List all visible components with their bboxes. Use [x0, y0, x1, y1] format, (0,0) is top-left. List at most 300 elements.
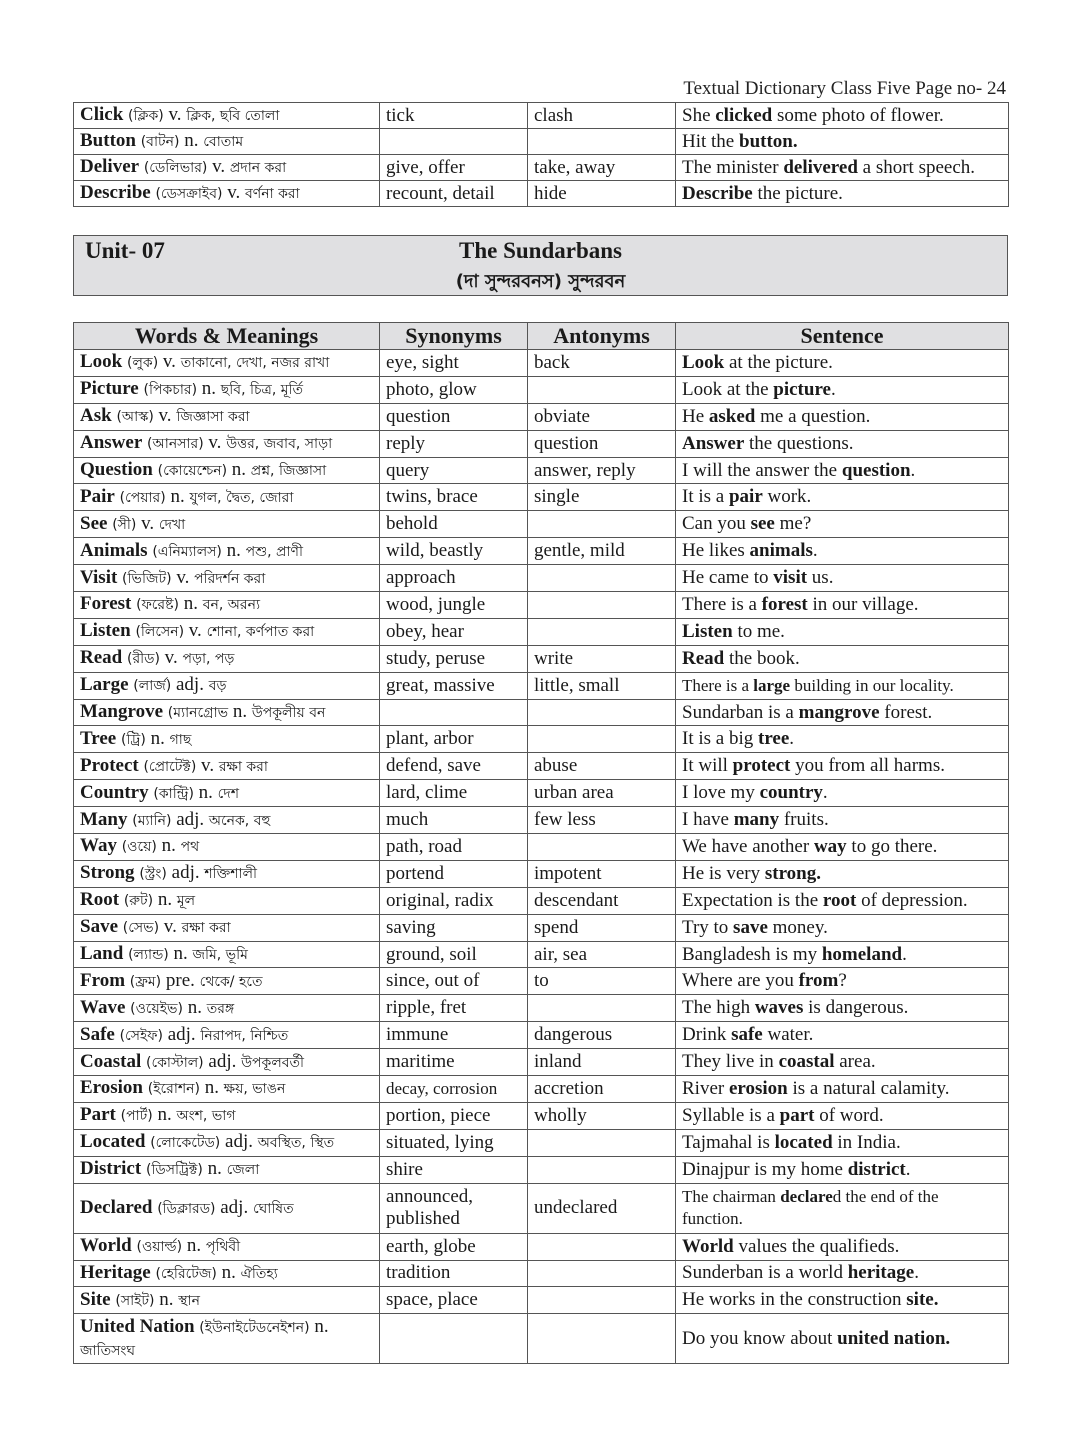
- headword: Country: [80, 781, 149, 803]
- bangla-pronunciation: (ক্লিক): [128, 108, 164, 124]
- antonyms-cell: inland: [528, 1049, 676, 1076]
- sentence-keyword: delivered: [783, 156, 858, 178]
- part-of-speech: v.: [212, 156, 226, 177]
- synonyms-cell: reply: [380, 430, 528, 457]
- sentence-cell: [676, 376, 1009, 403]
- sentence-text: Do you know about: [682, 1327, 838, 1349]
- sentence-keyword: part: [779, 1104, 815, 1126]
- table-row: [74, 592, 1009, 619]
- synonyms-cell: since, out of: [380, 968, 528, 995]
- table-row: [74, 565, 1009, 592]
- part-of-speech: n.: [187, 996, 202, 1018]
- sentence-text: the book.: [724, 647, 800, 669]
- table-row: [74, 941, 1009, 968]
- part-of-speech: v.: [162, 351, 176, 373]
- word-meaning-cell: [74, 1129, 380, 1156]
- part-of-speech: v.: [168, 104, 182, 125]
- synonyms-cell: shire: [380, 1156, 528, 1183]
- sentence-cell: [676, 1076, 1009, 1103]
- headword: District: [80, 1158, 142, 1180]
- bangla-meaning: জেলা: [226, 1162, 260, 1179]
- antonyms-cell: accretion: [528, 1076, 676, 1103]
- word-meaning-cell: [74, 155, 380, 181]
- part-of-speech: n.: [314, 1315, 329, 1337]
- sentence-keyword: picture: [773, 378, 831, 400]
- bangla-pronunciation: (ওয়ে): [121, 839, 157, 856]
- sentence-keyword: Describe: [682, 182, 753, 204]
- table-row: [74, 1183, 1009, 1233]
- table-row: [74, 1049, 1009, 1076]
- bangla-pronunciation: (লার্জ): [133, 678, 172, 695]
- table-row: [74, 699, 1009, 726]
- table-row: [74, 1314, 1009, 1364]
- part-of-speech: n.: [232, 701, 248, 723]
- sentence-text: of word.: [814, 1104, 884, 1126]
- bangla-meaning: মূল: [176, 893, 196, 910]
- part-of-speech: adj.: [220, 1196, 249, 1218]
- sentence-text: me a question.: [755, 405, 871, 427]
- synonyms-cell: lard, clime: [380, 780, 528, 807]
- headword: Part: [80, 1104, 116, 1126]
- headword: World: [80, 1235, 132, 1257]
- bangla-meaning: উত্তর, জবাব, সাড়া: [226, 436, 333, 453]
- synonyms-cell: announced, published: [380, 1183, 528, 1233]
- headword: Deliver: [80, 156, 140, 177]
- antonyms-cell: [528, 1233, 676, 1260]
- bangla-meaning: পশু, প্রাণী: [245, 543, 304, 560]
- bangla-pronunciation: (সাইট): [115, 1292, 155, 1309]
- sentence-keyword: erosion: [728, 1077, 788, 1099]
- headword: From: [80, 969, 126, 991]
- bangla-meaning: উপকূলবর্তী: [241, 1054, 305, 1071]
- part-of-speech: adj.: [225, 1131, 253, 1153]
- sentence-text: Sunderban is a world: [682, 1262, 848, 1284]
- antonyms-cell: little, small: [528, 672, 676, 699]
- bangla-pronunciation: (পার্ট): [120, 1108, 153, 1125]
- synonyms-cell: saving: [380, 914, 528, 941]
- sentence-text: Drink: [682, 1024, 732, 1046]
- sentence-text: He came to: [682, 567, 774, 589]
- sentence-cell: [676, 181, 1009, 207]
- synonyms-cell: original, radix: [380, 887, 528, 914]
- antonyms-cell: impotent: [528, 860, 676, 887]
- bangla-pronunciation: (আনসার): [147, 436, 204, 453]
- word-meaning-cell: [74, 376, 380, 403]
- sentence-keyword: visit: [773, 567, 808, 589]
- header-words-meanings: Words & Meanings: [74, 323, 380, 350]
- bangla-pronunciation: (ডিসট্রিক্ট): [145, 1162, 203, 1179]
- sentence-keyword: heritage: [847, 1262, 915, 1284]
- headword: See: [80, 512, 108, 534]
- table-row: [74, 457, 1009, 484]
- bangla-meaning: প্রশ্ন, জিজ্ঞাসা: [250, 463, 327, 479]
- antonyms-cell: air, sea: [528, 941, 676, 968]
- sentence-keyword: save: [733, 916, 768, 938]
- bangla-meaning: গাছ: [169, 731, 192, 748]
- sentence-text: Expectation is the: [682, 889, 823, 911]
- antonyms-cell: [528, 834, 676, 861]
- table-row: [74, 914, 1009, 941]
- sentence-text: .: [914, 1262, 919, 1284]
- sentence-keyword: united nation.: [837, 1327, 951, 1349]
- sentence-cell: [676, 807, 1009, 834]
- bangla-pronunciation: (ভিজিট): [122, 570, 172, 587]
- sentence-keyword: safe: [731, 1024, 763, 1046]
- part-of-speech: n.: [221, 1261, 236, 1283]
- part-of-speech: v.: [141, 512, 155, 534]
- bangla-pronunciation: (ম্যানি): [132, 812, 172, 829]
- antonyms-cell: [528, 129, 676, 155]
- sentence-text: There is a: [682, 593, 762, 615]
- unit-banner: [73, 235, 1008, 296]
- headword: Erosion: [80, 1077, 144, 1099]
- table-row: [74, 645, 1009, 672]
- word-meaning-cell: [74, 618, 380, 645]
- word-meaning-cell: [74, 887, 380, 914]
- antonyms-cell: obviate: [528, 403, 676, 430]
- sentence-text: at the picture.: [724, 351, 833, 373]
- synonyms-cell: plant, arbor: [380, 726, 528, 753]
- antonyms-cell: hide: [528, 181, 676, 207]
- sentence-cell: [676, 129, 1009, 155]
- sentence-cell: [676, 645, 1009, 672]
- sentence-keyword: tree: [758, 728, 790, 750]
- synonyms-cell: wood, jungle: [380, 592, 528, 619]
- bangla-meaning: বর্ণনা করা: [244, 186, 300, 202]
- bangla-meaning: ক্ষয়, ভাঙন: [223, 1081, 286, 1098]
- synonyms-cell: tick: [380, 103, 528, 129]
- bangla-pronunciation: (ল্যান্ড): [128, 947, 169, 964]
- bangla-pronunciation: (লোকেটেড): [150, 1135, 221, 1152]
- sentence-text: Sundarban is a: [682, 701, 799, 723]
- antonyms-cell: dangerous: [528, 1022, 676, 1049]
- bangla-meaning: জমি, ভূমি: [192, 947, 248, 964]
- sentence-keyword: clicked: [715, 104, 773, 126]
- antonyms-cell: [528, 1314, 676, 1364]
- unit-title: The Sundarbans: [459, 238, 622, 263]
- table-row: [74, 834, 1009, 861]
- header-antonyms: Antonyms: [528, 323, 676, 350]
- synonyms-cell: behold: [380, 511, 528, 538]
- table-row: [74, 1129, 1009, 1156]
- antonyms-cell: [528, 565, 676, 592]
- headword: Coastal: [80, 1050, 142, 1072]
- headword: United Nation: [80, 1315, 195, 1337]
- sentence-keyword: asked: [708, 405, 756, 427]
- synonyms-cell: eye, sight: [380, 350, 528, 377]
- table-row: [74, 753, 1009, 780]
- bangla-meaning: বন, অরন্য: [202, 597, 261, 614]
- headword: Listen: [80, 620, 131, 642]
- sentence-cell: [676, 699, 1009, 726]
- table-row: [74, 376, 1009, 403]
- table-row: [74, 968, 1009, 995]
- bangla-meaning: উপকূলীয় বন: [251, 705, 326, 722]
- sentence-cell: [676, 1233, 1009, 1260]
- antonyms-cell: to: [528, 968, 676, 995]
- table-row: [74, 129, 1009, 155]
- sentence-keyword: mangrove: [798, 701, 880, 723]
- bangla-meaning: জিজ্ঞাসা করা: [176, 409, 250, 426]
- part-of-speech: adj.: [208, 1050, 237, 1072]
- sentence-keyword: from: [798, 970, 839, 992]
- table-row: [74, 780, 1009, 807]
- sentence-cell: [676, 484, 1009, 511]
- bangla-meaning: অবস্থিত, স্থিত: [257, 1135, 335, 1152]
- headword: Picture: [80, 378, 139, 400]
- sentence-text: d the end of the function.: [682, 1187, 939, 1229]
- word-meaning-cell: [74, 103, 380, 129]
- bangla-pronunciation: (এনিম্যালস): [152, 543, 222, 560]
- antonyms-cell: urban area: [528, 780, 676, 807]
- sentence-text: The minister: [682, 156, 784, 178]
- synonyms-cell: tradition: [380, 1260, 528, 1287]
- sentence-text: She: [682, 104, 716, 126]
- sentence-text: .: [812, 540, 818, 562]
- bangla-pronunciation: (কান্ট্রি): [153, 785, 194, 802]
- page-header: Textual Dictionary Class Five Page no- 24: [683, 78, 1006, 99]
- bangla-pronunciation: (বাটন): [140, 134, 180, 150]
- part-of-speech: v.: [158, 405, 172, 427]
- synonyms-cell: approach: [380, 565, 528, 592]
- part-of-speech: v.: [227, 182, 241, 203]
- synonyms-cell: recount, detail: [380, 181, 528, 207]
- antonyms-cell: write: [528, 645, 676, 672]
- sentence-text: forest.: [879, 701, 933, 723]
- sentence-cell: [676, 887, 1009, 914]
- sentence-cell: [676, 430, 1009, 457]
- part-of-speech: v.: [164, 647, 178, 669]
- headword: Heritage: [80, 1261, 151, 1283]
- table-row: [74, 403, 1009, 430]
- bangla-pronunciation: (ট্রি): [120, 731, 146, 748]
- bangla-meaning: ঘোষিত: [252, 1200, 294, 1217]
- sentence-text: He: [682, 405, 709, 427]
- word-meaning-cell: [74, 350, 380, 377]
- word-meaning-cell: [74, 1102, 380, 1129]
- sentence-text: building in our locality.: [790, 675, 954, 695]
- sentence-text: a short speech.: [857, 156, 976, 178]
- word-meaning-cell: [74, 129, 380, 155]
- header-synonyms: Synonyms: [380, 323, 528, 350]
- sentence-text: .: [905, 1158, 911, 1180]
- word-meaning-cell: [74, 699, 380, 726]
- headword: Visit: [80, 566, 118, 588]
- sentence-keyword: homeland: [821, 943, 903, 965]
- antonyms-cell: wholly: [528, 1102, 676, 1129]
- part-of-speech: v.: [188, 620, 202, 642]
- antonyms-cell: [528, 1287, 676, 1314]
- sentence-cell: [676, 565, 1009, 592]
- sentence-cell: [676, 1260, 1009, 1287]
- headword: Large: [80, 674, 129, 696]
- bangla-pronunciation: (ওয়ার্ল্ড): [136, 1239, 183, 1256]
- part-of-speech: n.: [226, 539, 241, 561]
- table-row: [74, 618, 1009, 645]
- sentence-text: of depression.: [856, 889, 968, 911]
- antonyms-cell: abuse: [528, 753, 676, 780]
- sentence-cell: [676, 1287, 1009, 1314]
- sentence-text: in India.: [832, 1131, 901, 1153]
- sentence-text: money.: [767, 916, 828, 938]
- bangla-pronunciation: (রীড): [126, 651, 160, 668]
- synonyms-cell: maritime: [380, 1049, 528, 1076]
- synonyms-cell: situated, lying: [380, 1129, 528, 1156]
- antonyms-cell: descendant: [528, 887, 676, 914]
- sentence-keyword: Answer: [682, 432, 745, 454]
- sentence-cell: [676, 1022, 1009, 1049]
- headword: Way: [80, 835, 117, 857]
- headword: Forest: [80, 593, 132, 615]
- sentence-cell: [676, 995, 1009, 1022]
- sentence-keyword: pair: [728, 486, 763, 508]
- sentence-text: I love my: [682, 782, 760, 804]
- word-meaning-cell: [74, 592, 380, 619]
- synonyms-cell: ground, soil: [380, 941, 528, 968]
- sentence-cell: [676, 1183, 1009, 1233]
- sentence-text: Syllable is a: [682, 1104, 780, 1126]
- word-meaning-cell: [74, 1049, 380, 1076]
- bangla-pronunciation: (ইরোশন): [147, 1081, 200, 1098]
- bangla-meaning: রক্ষা করা: [181, 920, 231, 937]
- vocabulary-table: [73, 322, 1009, 1364]
- headword: Answer: [80, 432, 143, 454]
- sentence-text: in our village.: [807, 593, 919, 615]
- sentence-keyword: site.: [906, 1289, 939, 1311]
- headword: Strong: [80, 862, 135, 884]
- antonyms-cell: undeclared: [528, 1183, 676, 1233]
- bangla-pronunciation: (পিকচার): [143, 382, 198, 399]
- sentence-cell: [676, 1156, 1009, 1183]
- bangla-meaning: ছবি, চিত্র, মূর্তি: [220, 382, 304, 399]
- sentence-text: the questions.: [744, 432, 854, 454]
- word-meaning-cell: [74, 645, 380, 672]
- bangla-pronunciation: (কোয়েশ্চেন): [157, 463, 228, 479]
- sentence-text: The high: [682, 997, 755, 1019]
- bangla-meaning: স্থান: [178, 1292, 200, 1309]
- word-meaning-cell: [74, 1183, 380, 1233]
- headword: Site: [80, 1288, 111, 1310]
- synonyms-cell: space, place: [380, 1287, 528, 1314]
- bangla-meaning: নিরাপদ, নিশ্চিত: [200, 1027, 289, 1044]
- word-meaning-cell: [74, 1022, 380, 1049]
- antonyms-cell: [528, 618, 676, 645]
- table-row: [74, 807, 1009, 834]
- sentence-text: is a natural calamity.: [787, 1077, 950, 1099]
- sentence-keyword: root: [822, 889, 857, 911]
- table-row: [74, 350, 1009, 377]
- part-of-speech: adj.: [171, 862, 200, 884]
- sentence-text: to me.: [732, 620, 785, 642]
- sentence-text: It is a big: [682, 728, 758, 750]
- bangla-meaning: পৃথিবী: [205, 1239, 241, 1256]
- sentence-keyword: large: [753, 675, 791, 695]
- synonyms-cell: [380, 699, 528, 726]
- synonyms-cell: photo, glow: [380, 376, 528, 403]
- part-of-speech: n.: [201, 378, 217, 400]
- sentence-keyword: Read: [682, 647, 725, 669]
- bangla-pronunciation: (লুক): [127, 355, 159, 372]
- bangla-meaning: পরিদর্শন করা: [194, 570, 266, 587]
- sentence-text: He is very: [682, 862, 765, 884]
- sentence-text: to go there.: [846, 835, 938, 857]
- sentence-cell: [676, 618, 1009, 645]
- sentence-text: .: [822, 782, 828, 804]
- sentence-text: Look at the: [682, 378, 774, 400]
- sentence-text: .: [789, 728, 795, 750]
- headword: Tree: [80, 727, 117, 749]
- unit-label: Unit- 07: [85, 238, 165, 263]
- word-meaning-cell: [74, 726, 380, 753]
- table-row: [74, 726, 1009, 753]
- table-row: [74, 995, 1009, 1022]
- part-of-speech: n.: [183, 593, 198, 615]
- part-of-speech: n.: [198, 781, 213, 803]
- bangla-pronunciation: (ওয়েইভ): [130, 1000, 183, 1017]
- antonyms-cell: back: [528, 350, 676, 377]
- sentence-text: The chairman: [682, 1187, 781, 1207]
- word-meaning-cell: [74, 1233, 380, 1260]
- bangla-meaning: যুগল, দ্বৈত, জোরা: [189, 489, 294, 506]
- sentence-cell: [676, 753, 1009, 780]
- table-row: [74, 538, 1009, 565]
- bangla-pronunciation: (ম্যানগ্রোভ: [167, 705, 229, 722]
- sentence-keyword: Listen: [682, 620, 733, 642]
- antonyms-cell: [528, 1260, 676, 1287]
- bangla-meaning: অনেক, বহু: [208, 812, 271, 829]
- antonyms-cell: [528, 699, 676, 726]
- sentence-text: He likes: [682, 540, 750, 562]
- headword: Root: [80, 889, 120, 911]
- bangla-pronunciation: (স্ট্রং): [139, 866, 167, 883]
- synonyms-cell: [380, 129, 528, 155]
- word-meaning-cell: [74, 1287, 380, 1314]
- headword: Button: [80, 130, 136, 151]
- antonyms-cell: few less: [528, 807, 676, 834]
- antonyms-cell: [528, 1129, 676, 1156]
- word-meaning-cell: [74, 807, 380, 834]
- bangla-pronunciation: (প্রোটেক্ট): [143, 758, 197, 775]
- sentence-keyword: see: [750, 513, 775, 535]
- sentence-text: It will: [682, 755, 733, 777]
- bangla-meaning: রক্ষা করা: [218, 758, 268, 775]
- sentence-keyword: district: [847, 1158, 906, 1180]
- part-of-speech: adj.: [176, 674, 204, 696]
- table-row: [74, 181, 1009, 207]
- word-meaning-cell: [74, 914, 380, 941]
- bangla-pronunciation: (ডিক্লারড): [157, 1200, 216, 1217]
- synonyms-cell: give, offer: [380, 155, 528, 181]
- antonyms-cell: question: [528, 430, 676, 457]
- sentence-keyword: country: [759, 782, 823, 804]
- headword: Located: [80, 1131, 146, 1153]
- headword: Read: [80, 647, 123, 669]
- headword: Many: [80, 808, 128, 830]
- headword: Mangrove: [80, 701, 164, 723]
- word-meaning-cell: [74, 968, 380, 995]
- sentence-text: work.: [762, 486, 812, 508]
- sentence-text: We have another: [682, 835, 814, 857]
- table-row: [74, 511, 1009, 538]
- sentence-cell: [676, 1049, 1009, 1076]
- sentence-cell: [676, 834, 1009, 861]
- word-meaning-cell: [74, 753, 380, 780]
- word-meaning-cell: [74, 538, 380, 565]
- sentence-keyword: question: [841, 459, 911, 481]
- headword: Pair: [80, 485, 115, 507]
- bangla-meaning: তরঙ্গ: [206, 1000, 235, 1017]
- sentence-text: River: [682, 1077, 729, 1099]
